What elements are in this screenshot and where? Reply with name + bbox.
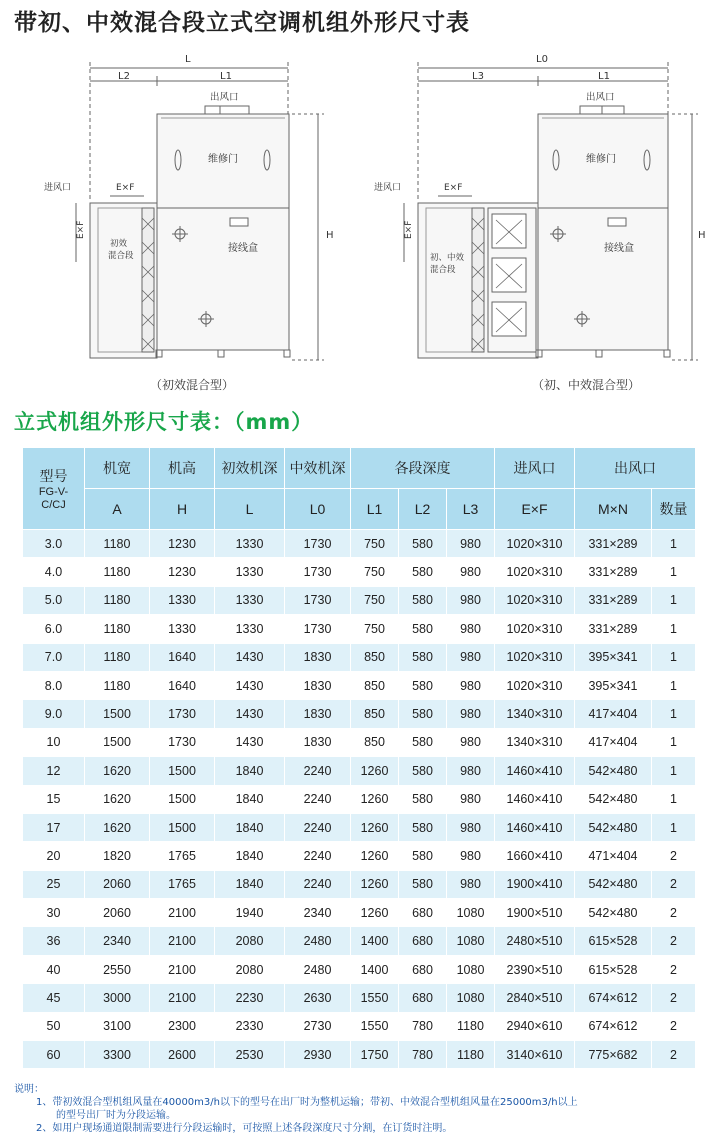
exf-label: E×F [444, 183, 463, 193]
cell-l2: 580 [399, 870, 447, 898]
cell-exf: 1340×310 [495, 728, 575, 756]
cell-l1: 1260 [351, 870, 399, 898]
cell-l: 1840 [215, 842, 285, 870]
outlet-label: 出风口 [210, 92, 239, 103]
cell-width: 2060 [85, 870, 150, 898]
cell-l2: 580 [399, 671, 447, 699]
cell-l3: 1180 [447, 1041, 495, 1069]
cell-l3: 980 [447, 728, 495, 756]
cell-l1: 1400 [351, 955, 399, 983]
cell-qty: 2 [652, 899, 696, 927]
cell-mxn: 395×341 [575, 643, 652, 671]
drawing-primary-medium-mixing [372, 48, 712, 398]
cell-l1: 1400 [351, 927, 399, 955]
cell-exf: 1020×310 [495, 558, 575, 586]
cell-mxn: 331×289 [575, 558, 652, 586]
cell-width: 1500 [85, 700, 150, 728]
section-label-1: 初效 [110, 239, 128, 249]
header-height: 机高 [150, 448, 215, 489]
cell-l2: 680 [399, 927, 447, 955]
cell-mxn: 471×404 [575, 842, 652, 870]
cell-model: 5.0 [23, 586, 85, 614]
cell-l: 1430 [215, 671, 285, 699]
cell-l: 1330 [215, 530, 285, 558]
cell-l: 1840 [215, 757, 285, 785]
cell-exf: 2840×510 [495, 984, 575, 1012]
cell-l3: 1180 [447, 1012, 495, 1040]
cell-model: 10 [23, 728, 85, 756]
cell-exf: 1460×410 [495, 785, 575, 813]
cell-l1: 850 [351, 700, 399, 728]
header-model-label: 型号 [39, 467, 68, 484]
cell-model: 6.0 [23, 615, 85, 643]
junction-label: 接线盒 [228, 243, 258, 254]
header-section-depth: 各段深度 [351, 448, 495, 489]
table-row [23, 899, 696, 927]
cell-l1: 850 [351, 643, 399, 671]
cell-model: 7.0 [23, 643, 85, 671]
cell-l0: 2240 [285, 785, 351, 813]
cell-model: 40 [23, 955, 85, 983]
dim-l1-label: L1 [598, 71, 610, 82]
cell-l0: 2930 [285, 1041, 351, 1069]
cell-qty: 2 [652, 927, 696, 955]
cell-l3: 980 [447, 671, 495, 699]
cell-height: 2100 [150, 927, 215, 955]
header-row-2 [23, 489, 696, 530]
header-h: H [150, 489, 215, 530]
cell-l3: 980 [447, 558, 495, 586]
header-inlet: 进风口 [495, 448, 575, 489]
cell-height: 1230 [150, 530, 215, 558]
notes [14, 1083, 578, 1135]
cell-exf: 2480×510 [495, 927, 575, 955]
cell-model: 50 [23, 1012, 85, 1040]
cell-model: 15 [23, 785, 85, 813]
cell-qty: 2 [652, 842, 696, 870]
cell-model: 12 [23, 757, 85, 785]
table-row [23, 615, 696, 643]
cell-exf: 1900×410 [495, 870, 575, 898]
dim-h-label: H [326, 230, 334, 241]
cell-width: 1180 [85, 558, 150, 586]
cell-l0: 2730 [285, 1012, 351, 1040]
cell-model: 9.0 [23, 700, 85, 728]
cell-mxn: 542×480 [575, 785, 652, 813]
cell-qty: 1 [652, 813, 696, 841]
cell-qty: 2 [652, 870, 696, 898]
cell-l1: 850 [351, 728, 399, 756]
cell-width: 1500 [85, 728, 150, 756]
cell-l1: 1260 [351, 899, 399, 927]
spec-table [22, 447, 696, 1069]
cell-l2: 680 [399, 955, 447, 983]
cell-qty: 1 [652, 558, 696, 586]
cell-mxn: 615×528 [575, 955, 652, 983]
cell-model: 30 [23, 899, 85, 927]
cell-l: 2230 [215, 984, 285, 1012]
header-medium-depth: 中效机深 [285, 448, 351, 489]
cell-qty: 2 [652, 955, 696, 983]
table-row [23, 955, 696, 983]
cell-exf: 1020×310 [495, 643, 575, 671]
table-row [23, 842, 696, 870]
cell-l2: 580 [399, 615, 447, 643]
header-a: A [85, 489, 150, 530]
cell-l2: 580 [399, 813, 447, 841]
dim-l1-label: L1 [220, 71, 232, 82]
cell-model: 25 [23, 870, 85, 898]
cell-l3: 980 [447, 700, 495, 728]
cell-width: 2550 [85, 955, 150, 983]
cell-mxn: 542×480 [575, 757, 652, 785]
cell-qty: 1 [652, 785, 696, 813]
cell-width: 2340 [85, 927, 150, 955]
cell-exf: 3140×610 [495, 1041, 575, 1069]
cell-l0: 2630 [285, 984, 351, 1012]
table-row [23, 728, 696, 756]
note-1: 1、带初效混合型机组风量在40000m3/h以下的型号在出厂时为整机运输；带初、中效混合型机组风量在25000m3/h以上 [36, 1097, 578, 1108]
cell-l0: 1730 [285, 558, 351, 586]
table-row [23, 530, 696, 558]
cell-l: 1430 [215, 728, 285, 756]
cell-qty: 1 [652, 643, 696, 671]
cell-l: 1330 [215, 615, 285, 643]
cell-exf: 1460×410 [495, 757, 575, 785]
cell-l3: 1080 [447, 984, 495, 1012]
table-row [23, 927, 696, 955]
cell-mxn: 542×480 [575, 813, 652, 841]
header-width: 机宽 [85, 448, 150, 489]
cell-l0: 1730 [285, 586, 351, 614]
cell-l2: 580 [399, 757, 447, 785]
cell-l3: 980 [447, 785, 495, 813]
cell-l3: 980 [447, 842, 495, 870]
cell-qty: 2 [652, 1041, 696, 1069]
cell-qty: 1 [652, 530, 696, 558]
door-label: 维修门 [208, 154, 238, 165]
cell-l: 1840 [215, 813, 285, 841]
cell-mxn: 417×404 [575, 728, 652, 756]
cell-height: 1730 [150, 728, 215, 756]
cell-l: 1840 [215, 785, 285, 813]
cell-l1: 1260 [351, 785, 399, 813]
exf-vertical-label: E×F [76, 220, 86, 239]
cell-exf: 1340×310 [495, 700, 575, 728]
cell-height: 2300 [150, 1012, 215, 1040]
cell-l2: 580 [399, 558, 447, 586]
cell-l3: 980 [447, 643, 495, 671]
header-model [23, 448, 85, 530]
cell-height: 1730 [150, 700, 215, 728]
cell-height: 1640 [150, 671, 215, 699]
cell-l0: 1830 [285, 671, 351, 699]
cell-height: 1500 [150, 785, 215, 813]
cell-l: 2330 [215, 1012, 285, 1040]
cell-l2: 580 [399, 586, 447, 614]
cell-height: 1765 [150, 842, 215, 870]
cell-l0: 1830 [285, 700, 351, 728]
table-row [23, 757, 696, 785]
cell-l2: 580 [399, 785, 447, 813]
exf-label: E×F [116, 183, 135, 193]
cell-width: 2060 [85, 899, 150, 927]
header-l1: L1 [351, 489, 399, 530]
cell-mxn: 331×289 [575, 615, 652, 643]
cell-l: 2080 [215, 927, 285, 955]
cell-mxn: 615×528 [575, 927, 652, 955]
cell-model: 3.0 [23, 530, 85, 558]
table-row [23, 1012, 696, 1040]
cell-l2: 580 [399, 842, 447, 870]
cell-exf: 1660×410 [495, 842, 575, 870]
cell-qty: 2 [652, 1012, 696, 1040]
cell-l3: 1080 [447, 927, 495, 955]
table-row [23, 984, 696, 1012]
cell-qty: 1 [652, 728, 696, 756]
cell-qty: 2 [652, 984, 696, 1012]
header-row-1 [23, 448, 696, 489]
outlet-label: 出风口 [586, 92, 615, 103]
cell-l2: 580 [399, 700, 447, 728]
cell-width: 1620 [85, 757, 150, 785]
cell-model: 45 [23, 984, 85, 1012]
cell-l1: 850 [351, 671, 399, 699]
cell-width: 1620 [85, 813, 150, 841]
cell-width: 1620 [85, 785, 150, 813]
exf-vertical-label: E×F [404, 220, 414, 239]
cell-l2: 580 [399, 530, 447, 558]
cell-l1: 750 [351, 530, 399, 558]
cell-l: 1430 [215, 700, 285, 728]
cell-l3: 980 [447, 870, 495, 898]
cell-l0: 1830 [285, 643, 351, 671]
cell-l3: 1080 [447, 955, 495, 983]
table-row [23, 643, 696, 671]
cell-l: 2080 [215, 955, 285, 983]
cell-height: 1500 [150, 757, 215, 785]
page-title: 带初、中效混合段立式空调机组外形尺寸表 [14, 10, 470, 36]
cell-exf: 2940×610 [495, 1012, 575, 1040]
header-model-sub2: C/CJ [41, 498, 66, 511]
header-outlet: 出风口 [575, 448, 696, 489]
cell-l1: 1260 [351, 757, 399, 785]
header-l3: L3 [447, 489, 495, 530]
cell-width: 3000 [85, 984, 150, 1012]
cell-mxn: 674×612 [575, 984, 652, 1012]
cell-l3: 980 [447, 813, 495, 841]
cell-l3: 980 [447, 757, 495, 785]
cell-exf: 1460×410 [495, 813, 575, 841]
cell-qty: 1 [652, 757, 696, 785]
cell-mxn: 395×341 [575, 671, 652, 699]
cell-mxn: 331×289 [575, 530, 652, 558]
cell-l: 1330 [215, 558, 285, 586]
note-2: 2、如用户现场通道限制需要进行分段运输时，可按照上述各段深度尺寸分割，在订货时注明。 [36, 1123, 453, 1134]
table-subtitle: 立式机组外形尺寸表：（mm） [14, 410, 314, 434]
cell-mxn: 542×480 [575, 899, 652, 927]
cell-l1: 1260 [351, 813, 399, 841]
section-label-2: 混合段 [108, 251, 134, 261]
header-l0: L0 [285, 489, 351, 530]
cell-qty: 1 [652, 700, 696, 728]
cell-width: 1820 [85, 842, 150, 870]
cell-l: 2530 [215, 1041, 285, 1069]
cell-mxn: 674×612 [575, 1012, 652, 1040]
cell-l2: 780 [399, 1012, 447, 1040]
cell-width: 1180 [85, 586, 150, 614]
inlet-label: 进风口 [374, 183, 402, 193]
cell-l1: 750 [351, 615, 399, 643]
section-label-1: 初、中效 [430, 253, 465, 263]
diagram-primary-mixing [40, 48, 380, 398]
cell-l0: 2240 [285, 870, 351, 898]
header-primary-depth: 初效机深 [215, 448, 285, 489]
cell-l0: 2340 [285, 899, 351, 927]
cell-height: 1230 [150, 558, 215, 586]
cell-mxn: 331×289 [575, 586, 652, 614]
table-row [23, 785, 696, 813]
cell-height: 2100 [150, 955, 215, 983]
cell-l1: 1260 [351, 842, 399, 870]
header-qty: 数量 [652, 489, 696, 530]
cell-model: 17 [23, 813, 85, 841]
dim-l-label: L [185, 54, 191, 65]
cell-l2: 580 [399, 728, 447, 756]
cell-model: 60 [23, 1041, 85, 1069]
cell-exf: 2390×510 [495, 955, 575, 983]
table-row [23, 586, 696, 614]
drawing-primary-mixing [40, 48, 380, 398]
cell-l1: 1550 [351, 984, 399, 1012]
cell-l0: 1730 [285, 530, 351, 558]
dim-l0-label: L0 [536, 54, 548, 65]
caption-primary-mixing: （初效混合型） [150, 378, 235, 392]
cell-l0: 1830 [285, 728, 351, 756]
cell-l0: 1730 [285, 615, 351, 643]
cell-height: 1500 [150, 813, 215, 841]
diagram-primary-medium-mixing [372, 48, 712, 398]
cell-l0: 2480 [285, 955, 351, 983]
header-mxn: M×N [575, 489, 652, 530]
table-row [23, 870, 696, 898]
table-row [23, 700, 696, 728]
cell-model: 4.0 [23, 558, 85, 586]
cell-l1: 750 [351, 558, 399, 586]
cell-width: 1180 [85, 671, 150, 699]
table-body [23, 530, 696, 1069]
table-row [23, 671, 696, 699]
header-model-sub1: FG-V- [38, 485, 69, 498]
cell-width: 1180 [85, 643, 150, 671]
cell-l2: 680 [399, 984, 447, 1012]
cell-height: 2100 [150, 899, 215, 927]
cell-exf: 1020×310 [495, 530, 575, 558]
cell-l: 1940 [215, 899, 285, 927]
cell-l0: 2240 [285, 813, 351, 841]
dim-l2-label: L2 [118, 71, 130, 82]
cell-l0: 2240 [285, 757, 351, 785]
note-1-continued: 的型号出厂时为分段运输。 [56, 1110, 176, 1121]
cell-height: 1765 [150, 870, 215, 898]
cell-mxn: 775×682 [575, 1041, 652, 1069]
notes-heading: 说明： [14, 1084, 44, 1095]
cell-l1: 1750 [351, 1041, 399, 1069]
cell-l: 1330 [215, 586, 285, 614]
cell-l3: 980 [447, 586, 495, 614]
cell-width: 3300 [85, 1041, 150, 1069]
cell-l2: 580 [399, 643, 447, 671]
table-row [23, 813, 696, 841]
cell-exf: 1900×510 [495, 899, 575, 927]
dim-h-label: H [698, 230, 706, 241]
section-label-2: 混合段 [430, 265, 456, 275]
cell-l3: 1080 [447, 899, 495, 927]
header-l2: L2 [399, 489, 447, 530]
cell-l3: 980 [447, 615, 495, 643]
cell-exf: 1020×310 [495, 586, 575, 614]
door-label: 维修门 [586, 154, 616, 165]
cell-mxn: 417×404 [575, 700, 652, 728]
cell-model: 20 [23, 842, 85, 870]
cell-model: 36 [23, 927, 85, 955]
cell-width: 1180 [85, 530, 150, 558]
cell-exf: 1020×310 [495, 671, 575, 699]
cell-l: 1840 [215, 870, 285, 898]
header-l: L [215, 489, 285, 530]
cell-height: 1640 [150, 643, 215, 671]
cell-l3: 980 [447, 530, 495, 558]
table-row [23, 1041, 696, 1069]
cell-qty: 1 [652, 615, 696, 643]
cell-width: 1180 [85, 615, 150, 643]
cell-qty: 1 [652, 586, 696, 614]
cell-mxn: 542×480 [575, 870, 652, 898]
caption-primary-medium-mixing: （初、中效混合型） [532, 378, 641, 392]
cell-exf: 1020×310 [495, 615, 575, 643]
dim-l3-label: L3 [472, 71, 484, 82]
cell-height: 2600 [150, 1041, 215, 1069]
table-row [23, 558, 696, 586]
cell-height: 1330 [150, 615, 215, 643]
cell-l2: 780 [399, 1041, 447, 1069]
cell-l2: 680 [399, 899, 447, 927]
cell-l1: 1550 [351, 1012, 399, 1040]
cell-qty: 1 [652, 671, 696, 699]
cell-l0: 2480 [285, 927, 351, 955]
cell-width: 3100 [85, 1012, 150, 1040]
header-exf: E×F [495, 489, 575, 530]
cell-l: 1430 [215, 643, 285, 671]
cell-l0: 2240 [285, 842, 351, 870]
cell-height: 2100 [150, 984, 215, 1012]
cell-height: 1330 [150, 586, 215, 614]
cell-model: 8.0 [23, 671, 85, 699]
junction-label: 接线盒 [604, 243, 634, 254]
inlet-label: 进风口 [44, 183, 72, 193]
cell-l1: 750 [351, 586, 399, 614]
